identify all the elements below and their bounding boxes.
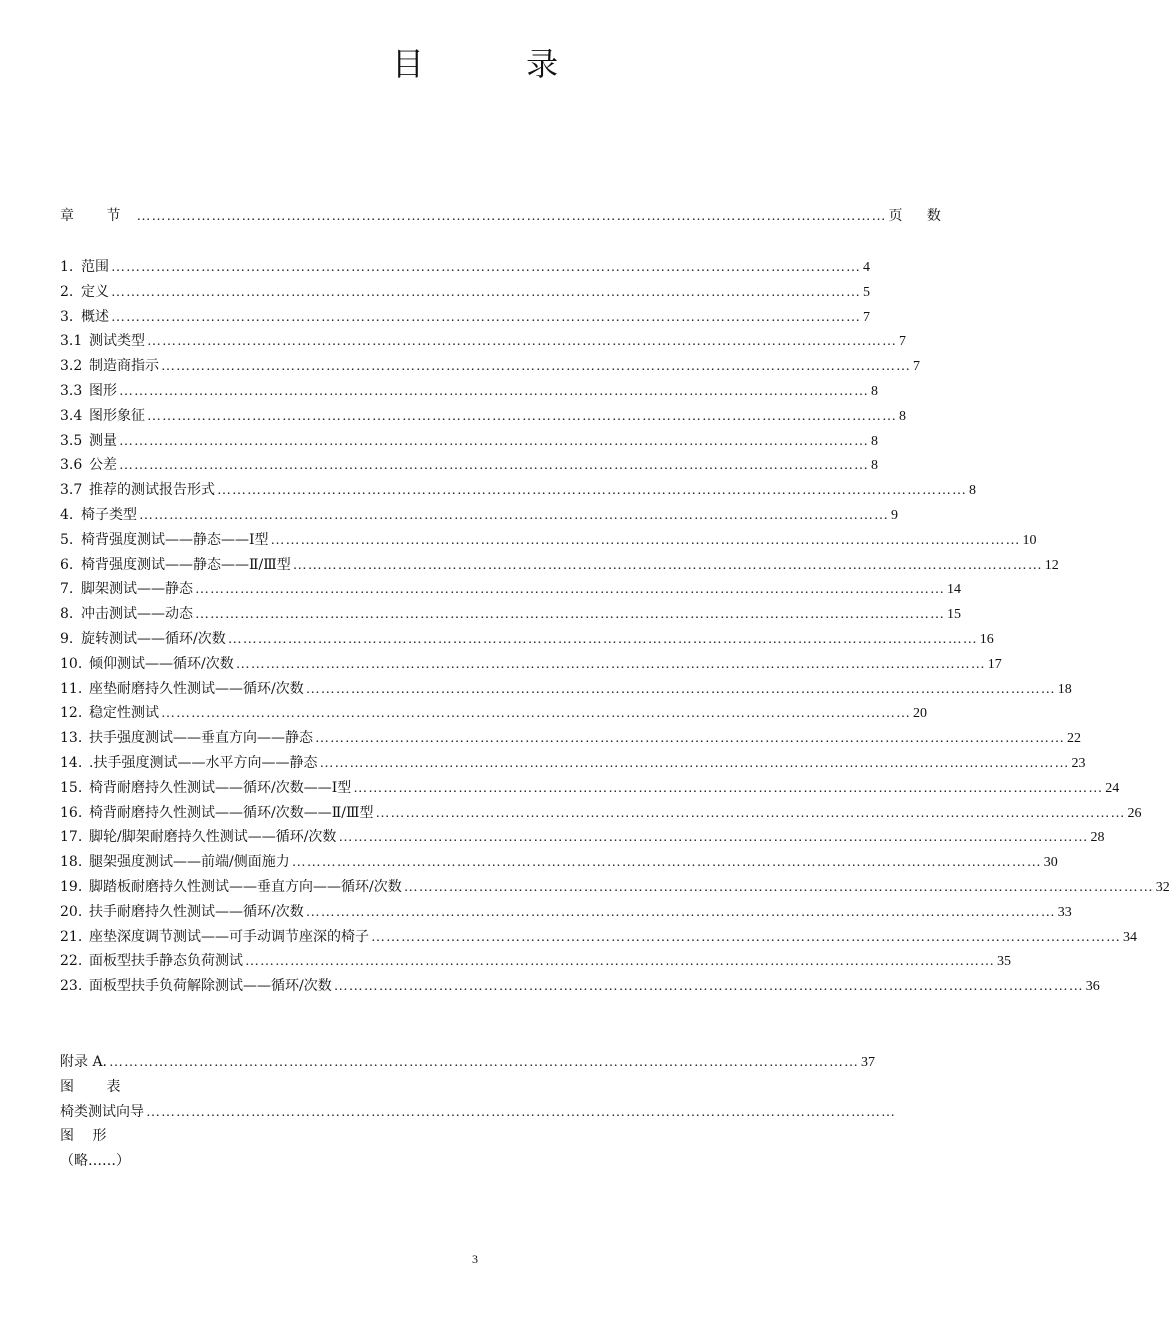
toc-entry-title: 面板型扶手静态负荷测试 (89, 953, 243, 970)
toc-entry-page: 16 (979, 631, 994, 647)
leader-dots: …………………………………………………………………………………………………………………………………… (147, 334, 897, 350)
leader-dots: …………………………………………………………………………………………………………………………………… (195, 607, 945, 623)
toc-entry-page: 8 (871, 383, 878, 399)
appendix-label: 附录 A. (60, 1054, 108, 1070)
toc-entry-title: 定义 (81, 283, 109, 300)
toc-entry[interactable] (60, 356, 920, 381)
toc-entry-number: 6. (60, 556, 74, 573)
toc-entry-title: 概述 (81, 308, 109, 325)
toc-entry-number: 3.2 (60, 358, 83, 375)
toc-entry-title: 扶手强度测试——垂直方向——静态 (89, 730, 313, 747)
toc-entry-number: 21. (60, 928, 83, 945)
toc-entry-title: 制造商指示 (89, 358, 159, 375)
toc-entry-page: 7 (899, 334, 906, 350)
leader-dots: …………………………………………………………………………………………………………………………………… (139, 507, 889, 523)
leader-dots: …………………………………………………………………………………………………………………………………… (217, 483, 967, 499)
toc-entry-page: 33 (1057, 904, 1072, 920)
toc-entry-number: 17. (60, 829, 83, 846)
leader-dots: …………………………………………………………………………………………………………………………………… (146, 1104, 896, 1120)
leader-dots: …………………………………………………………………………………………………………………………………… (111, 309, 861, 325)
leader-dots: …………………………………………………………………………………………………………………………………… (319, 755, 1070, 771)
guide-entry[interactable] (60, 1102, 896, 1127)
leader-dots: …………………………………………………………………………………………………………………………………… (371, 929, 1121, 945)
toc-entry-title: 椅子类型 (81, 506, 137, 523)
toc-entry-number: 14. (60, 754, 83, 771)
toc-entry[interactable] (60, 381, 878, 406)
toc-entry-number: 20. (60, 903, 83, 920)
toc-entry[interactable] (60, 753, 1086, 778)
toc-entry-title: 椅背强度测试——静态——Ⅱ/Ⅲ型 (81, 556, 291, 573)
leader-dots: …………………………………………………………………………………………………………………………………… (227, 631, 978, 647)
leader-dots: …………………………………………………………………………………………………………………………………… (111, 284, 861, 300)
toc-entry-title: 旋转测试——循环/次数 (81, 630, 226, 647)
toc-entry[interactable] (60, 282, 870, 307)
leader-dots: …………………………………………………………………………………………………………………………………… (245, 954, 995, 970)
leader-dots: …………………………………………………………………………………………………………………………………… (403, 879, 1154, 895)
toc-entry[interactable] (60, 927, 1137, 952)
toc-entry[interactable] (60, 431, 878, 456)
toc-entry[interactable] (60, 555, 1059, 580)
toc-entry[interactable] (60, 505, 898, 530)
toc-entry-number: 11. (60, 680, 83, 697)
leader-dots: …………………………………………………………………………………………………………………………………… (375, 805, 1126, 821)
toc-entry[interactable] (60, 679, 1072, 704)
toc-entry[interactable] (60, 703, 927, 728)
leader-dots: …………………………………………………………………………………………………………………………………… (291, 855, 1042, 871)
toc-entry[interactable] (60, 406, 906, 431)
toc-entry[interactable] (60, 629, 994, 654)
toc-entry-title: 脚踏板耐磨持久性测试——垂直方向——循环/次数 (89, 878, 402, 895)
toc-entry-page: 18 (1057, 681, 1072, 697)
toc-entry-title: 椅背强度测试——静态——Ⅰ型 (81, 531, 269, 548)
toc-header (60, 206, 951, 226)
page-title: 目 录 (391, 45, 605, 83)
toc-entry[interactable] (60, 877, 1170, 902)
toc-entry[interactable] (60, 902, 1072, 927)
toc-entry-title: .扶手强度测试——水平方向——静态 (89, 754, 318, 771)
toc-entry-title: 椅背耐磨持久性测试——循环/次数——Ⅰ型 (89, 779, 352, 796)
leader-dots: …………………………………………………………………………………………………………………………………… (305, 904, 1056, 920)
leader-dots: …………………………………………………………………………………………………………………………………… (119, 433, 869, 449)
leader-dots: …………………………………………………………………………………………………………………………………… (119, 458, 869, 474)
toc-entry-page: 12 (1044, 557, 1059, 573)
leader-dots: …………………………………………………………………………………………………………………………………… (270, 532, 1021, 548)
toc-entry-page: 8 (871, 433, 878, 449)
appendix-entry[interactable] (60, 1052, 876, 1077)
toc-entry-title: 冲击测试——动态 (81, 606, 193, 623)
guide-label: 椅类测试向导 (60, 1103, 144, 1120)
toc-entry-page: 23 (1071, 755, 1086, 771)
toc-entry[interactable] (60, 728, 1081, 753)
toc-entry[interactable] (60, 257, 870, 282)
toc-entry-title: 脚轮/脚架耐磨持久性测试——循环/次数 (89, 829, 337, 846)
toc-entry-title: 座垫耐磨持久性测试——循环/次数 (89, 680, 304, 697)
toc-entry-number: 3.1 (60, 333, 83, 350)
toc-entry-number: 22. (60, 953, 83, 970)
toc-entry-number: 4. (60, 506, 74, 523)
leader-dots: …………………………………………………………………………………………………………………………………… (109, 1055, 860, 1070)
toc-entry-title: 公差 (89, 457, 117, 474)
toc-entry-page: 5 (863, 284, 870, 300)
toc-entry-page: 35 (997, 954, 1011, 970)
toc-entry-number: 1. (60, 259, 74, 275)
figures-label: 图 形 (60, 1128, 114, 1145)
toc-entry-page: 17 (987, 656, 1002, 672)
toc-entry-page: 20 (913, 706, 927, 722)
toc-entry-number: 3.6 (60, 457, 83, 474)
leader-dots: …………………………………………………………………………………………………………………………………… (136, 209, 887, 224)
toc-entry-title: 倾仰测试——循环/次数 (89, 655, 234, 672)
toc-entry-title: 面板型扶手负荷解除测试——循环/次数 (89, 978, 332, 995)
leader-dots: …………………………………………………………………………………………………………………………………… (305, 681, 1056, 697)
toc-entry-title: 座垫深度调节测试——可手动调节座深的椅子 (89, 928, 369, 945)
leader-dots: …………………………………………………………………………………………………………………………………… (292, 557, 1043, 573)
toc-entry[interactable] (60, 951, 1011, 976)
toc-entry-number: 5. (60, 531, 74, 548)
toc-entry-number: 12. (60, 705, 83, 722)
toc-entry-page: 24 (1105, 780, 1120, 796)
toc-entry-page: 4 (863, 260, 870, 275)
toc-entry[interactable] (60, 579, 961, 604)
toc-entry-number: 18. (60, 854, 83, 871)
toc-entry[interactable] (60, 976, 1100, 1001)
toc-entry-page: 10 (1022, 532, 1037, 548)
toc-list (60, 257, 1170, 1001)
chapter-column-label: 章 节 (60, 208, 135, 224)
toc-entry-title: 图形 (89, 382, 117, 399)
toc-entry-number: 8. (60, 606, 74, 623)
toc-entry-title: 腿架强度测试——前端/侧面施力 (89, 854, 290, 871)
toc-entry-page: 34 (1123, 929, 1137, 945)
toc-entry-page: 8 (899, 408, 906, 424)
toc-entry-number: 16. (60, 804, 83, 821)
toc-entry-page: 22 (1067, 731, 1081, 747)
toc-entry-number: 23. (60, 978, 83, 995)
toc-entry-page: 32 (1155, 879, 1170, 895)
toc-entry-number: 7. (60, 581, 74, 598)
leader-dots: …………………………………………………………………………………………………………………………………… (195, 582, 945, 598)
toc-entry[interactable] (60, 530, 1037, 555)
toc-entry-number: 3.4 (60, 407, 83, 424)
toc-entry-page: 26 (1127, 805, 1142, 821)
toc-entry[interactable] (60, 455, 878, 480)
toc-entry[interactable] (60, 307, 870, 332)
toc-entry-page: 9 (891, 507, 898, 523)
toc-entry-title: 范围 (81, 259, 109, 275)
page-column-label: 页 数 (888, 208, 951, 224)
toc-entry-number: 10. (60, 655, 83, 672)
toc-entry[interactable] (60, 480, 976, 505)
toc-entry[interactable] (60, 331, 906, 356)
toc-entry-page: 30 (1043, 855, 1058, 871)
toc-entry-title: 脚架测试——静态 (81, 581, 193, 598)
toc-entry-page: 28 (1090, 830, 1105, 846)
leader-dots: …………………………………………………………………………………………………………………………………… (119, 383, 869, 399)
toc-entry-title: 图形象征 (89, 407, 145, 424)
leader-dots: …………………………………………………………………………………………………………………………………… (161, 359, 911, 375)
toc-entry-title: 稳定性测试 (89, 705, 159, 722)
toc-entry-title: 椅背耐磨持久性测试——循环/次数——Ⅱ/Ⅲ型 (89, 804, 374, 821)
toc-entry-number: 13. (60, 730, 83, 747)
leader-dots: …………………………………………………………………………………………………………………………………… (147, 408, 897, 424)
toc-entry-page: 36 (1085, 979, 1100, 995)
toc-entry-number: 3.7 (60, 482, 83, 499)
leader-dots: …………………………………………………………………………………………………………………………………… (235, 656, 986, 672)
toc-entry-number: 19. (60, 878, 83, 895)
toc-entry[interactable] (60, 604, 961, 629)
leader-dots: …………………………………………………………………………………………………………………………………… (333, 979, 1084, 995)
toc-entry-number: 3.3 (60, 382, 83, 399)
leader-dots: …………………………………………………………………………………………………………………………………… (353, 780, 1104, 796)
toc-entry-number: 9. (60, 630, 74, 647)
appendix-page: 37 (861, 1055, 876, 1070)
toc-entry-title: 扶手耐磨持久性测试——循环/次数 (89, 903, 304, 920)
toc-entry[interactable] (60, 827, 1105, 852)
leader-dots: …………………………………………………………………………………………………………………………………… (315, 731, 1065, 747)
toc-entry[interactable] (60, 778, 1120, 803)
toc-entry-title: 推荐的测试报告形式 (89, 482, 215, 499)
charts-label: 图 表 (60, 1078, 135, 1095)
toc-entry-number: 2. (60, 283, 74, 300)
toc-entry-page: 7 (863, 309, 870, 325)
toc-entry-number: 3. (60, 308, 74, 325)
omitted-note: （略……） (60, 1153, 130, 1170)
toc-entry-title: 测试类型 (89, 333, 145, 350)
leader-dots: …………………………………………………………………………………………………………………………………… (161, 706, 911, 722)
toc-entry-page: 15 (947, 607, 961, 623)
toc-entry[interactable] (60, 803, 1142, 828)
toc-entry-title: 测量 (89, 432, 117, 449)
leader-dots: …………………………………………………………………………………………………………………………………… (338, 830, 1089, 846)
toc-entry[interactable] (60, 852, 1058, 877)
toc-entry-page: 8 (871, 458, 878, 474)
leader-dots: …………………………………………………………………………………………………………………………………… (111, 260, 861, 275)
appendix-section (60, 1052, 896, 1176)
toc-entry-number: 3.5 (60, 432, 83, 449)
toc-entry-page: 14 (947, 582, 961, 598)
toc-entry-page: 8 (969, 483, 976, 499)
page-number: 3 (472, 1252, 478, 1266)
toc-entry[interactable] (60, 654, 1002, 679)
toc-entry-page: 7 (913, 359, 920, 375)
toc-entry-number: 15. (60, 779, 83, 796)
